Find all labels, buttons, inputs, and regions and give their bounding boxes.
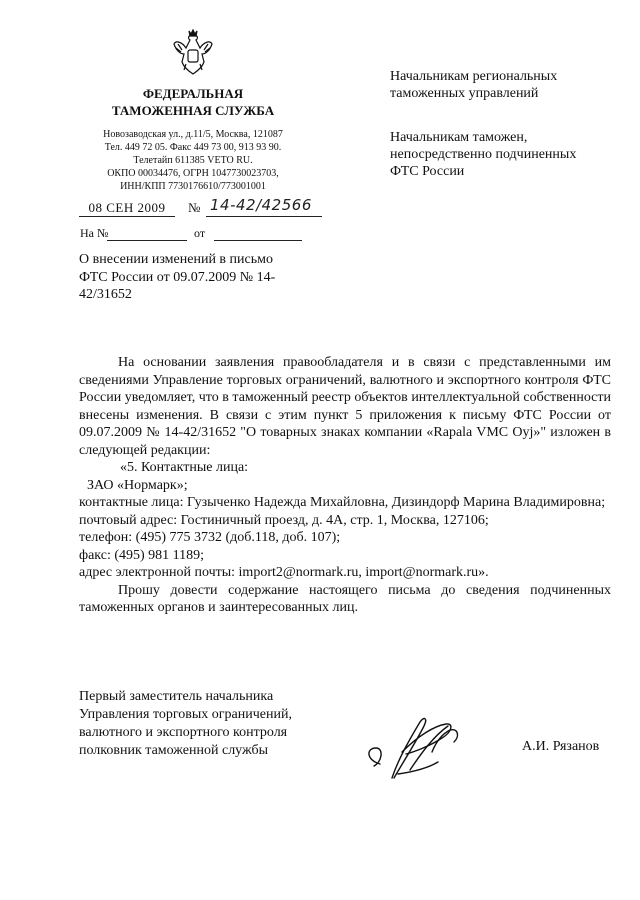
- signatory-title-line: Первый заместитель начальника: [79, 689, 274, 704]
- recipient-line: ФТС России: [390, 164, 465, 179]
- recipient-regional-customs: [390, 68, 557, 102]
- contact-email: адрес электронной почты: import2@normark.ru, import@normark.ru».: [79, 565, 489, 580]
- recipient-line: Начальникам региональных: [390, 69, 558, 84]
- address-line: ОКПО 00034476, ОГРН 1047730023703,: [107, 168, 279, 179]
- recipient-line: Начальникам таможен,: [390, 130, 528, 145]
- recipient-customs-heads: [390, 129, 576, 180]
- subject-line: 42/31652: [79, 287, 132, 302]
- recipient-line: таможенных управлений: [390, 86, 539, 101]
- signatory-name: А.И. Рязанов: [522, 739, 600, 754]
- reference-date-label: от: [194, 226, 206, 240]
- letter-body: [79, 354, 611, 617]
- reference-date-blank: [214, 226, 302, 241]
- address-line: Новозаводская ул., д.11/5, Москва, 121087: [103, 129, 283, 140]
- contact-item-title: «5. Контактные лица:: [120, 460, 249, 475]
- coat-of-arms-icon: [172, 28, 214, 76]
- address-line: ИНН/КПП 7730176610/773001001: [120, 181, 266, 192]
- agency-name: [98, 85, 288, 119]
- contact-persons: контактные лица: Гузыченко Надежда Михайловна, Дизиндорф Марина Владимировна;: [79, 495, 606, 510]
- contact-company: ЗАО «Нормарк»;: [87, 477, 188, 493]
- reference-number-label: На №: [80, 226, 109, 240]
- contact-postal-address: почтовый адрес: Гостиничный проезд, д. 4А, стр. 1, Москва, 127106;: [79, 512, 489, 528]
- recipient-line: непосредственно подчиненных: [390, 147, 577, 162]
- body-closing-paragraph: Прошу довести содержание настоящего письма до сведения подчиненных таможенных органов и заинтересованных лиц.: [79, 582, 611, 615]
- handwritten-signature-icon: [362, 712, 472, 792]
- reference-number-blank: [107, 226, 187, 241]
- subject-line: ФТС России от 09.07.2009 № 14-: [79, 269, 276, 285]
- signatory-title-line: Управления торговых ограничений,: [79, 707, 292, 722]
- signatory-title-line: валютного и экспортного контроля: [79, 725, 288, 740]
- contact-phone: телефон: (495) 775 3732 (доб.118, доб. 107);: [79, 530, 341, 545]
- number-label: №: [188, 200, 201, 215]
- address-line: Телетайп 611385 VETO RU.: [133, 155, 253, 166]
- agency-name-line: ТАМОЖЕННАЯ СЛУЖБА: [111, 103, 275, 118]
- address-line: Тел. 449 72 05. Факс 449 73 00, 913 93 90.: [104, 142, 282, 153]
- letter-subject: [79, 251, 304, 304]
- contact-fax: факс: (495) 981 1189;: [79, 547, 205, 563]
- signatory-title-line: полковник таможенной службы: [79, 743, 269, 758]
- letter-number-handwritten: 14-42/42566: [210, 196, 312, 214]
- letter-date-stamp: 08 СЕН 2009: [88, 200, 166, 215]
- agency-address-block: [82, 128, 304, 193]
- body-paragraph: На основании заявления правообладателя и в связи с представленными им сведениями Управление торговых ограничений, валютного и экспортного контроля ФТС России уведомляет, что в таможенный реестр объектов интеллектуальной собственности внесены изменения. В связи с этим пункт 5 приложения к письму ФТС России от 09.07.2009 № 14-42/31652 "О товарных знаках компании «Rapala VMC Oyj»" изложен в следующей редакции:: [79, 355, 611, 458]
- signatory-title: [79, 688, 292, 760]
- agency-name-line: ФЕДЕРАЛЬНАЯ: [142, 86, 244, 101]
- subject-line: О внесении изменений в письмо: [79, 252, 273, 267]
